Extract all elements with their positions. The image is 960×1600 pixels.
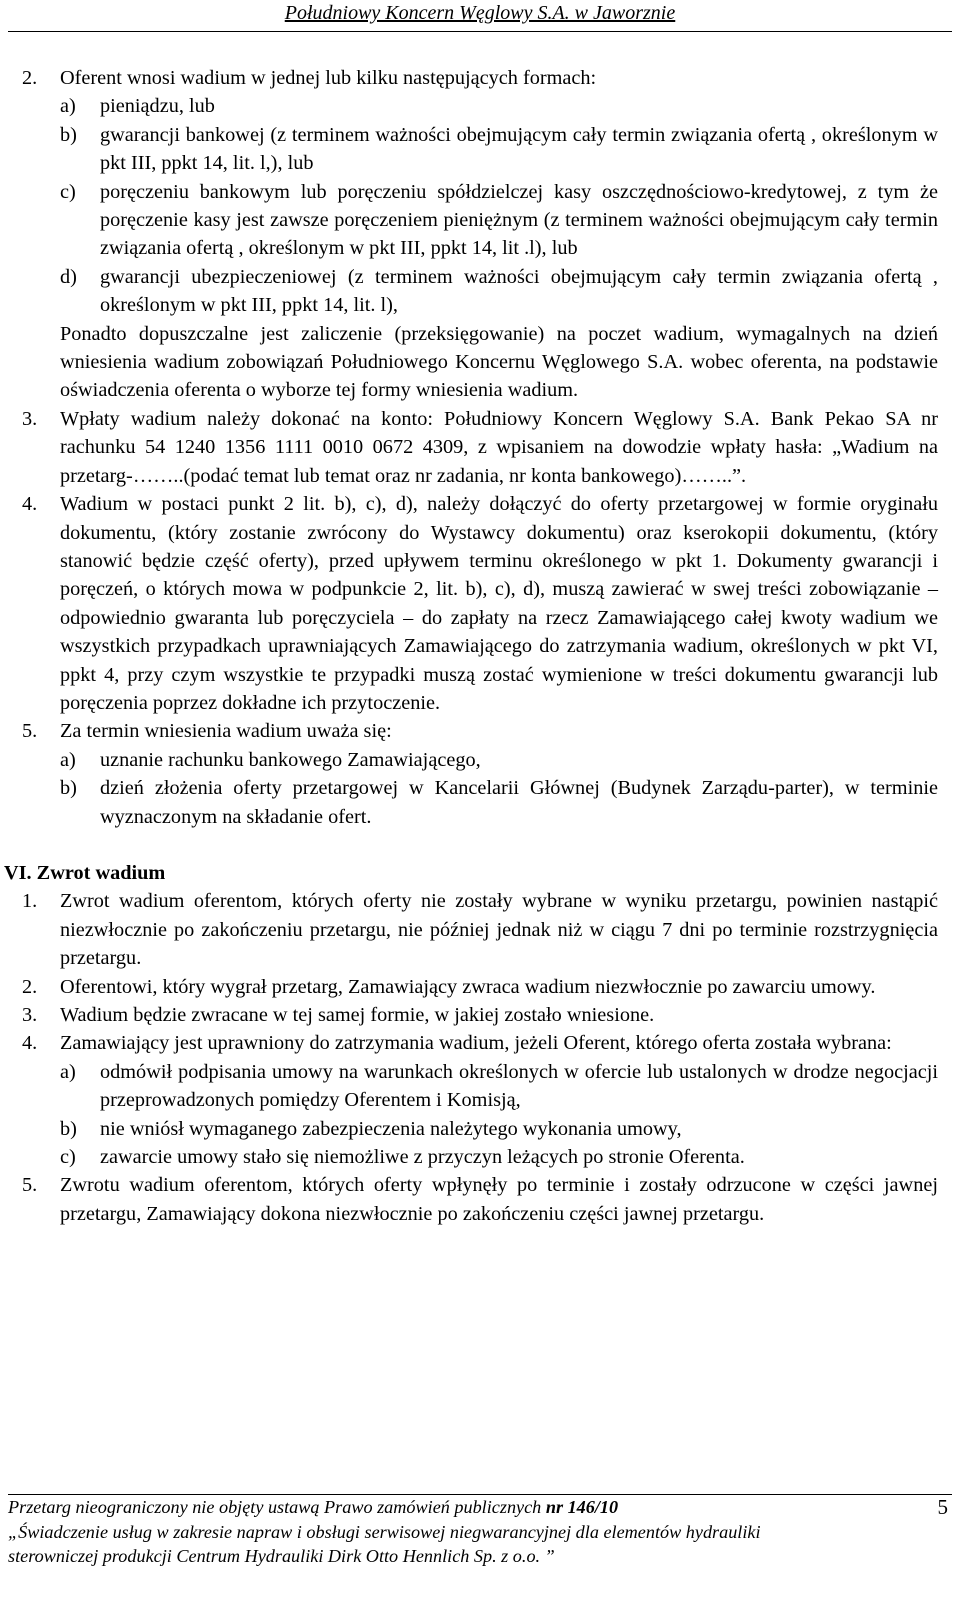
page-footer: [8, 1495, 952, 1569]
footer-tender-number: nr 146/10: [545, 1497, 619, 1517]
item-2-note: Ponadto dopuszczalne jest zaliczenie (przeksięgowanie) na poczet wadium, wymagalnych na dzień wniesienia wadium zobowiązań Południowego Koncernu Węglowego S.A. wobec oferenta, na podstawie oświadczenia oferenta o wyborze tej formy wniesienia wadium.: [60, 322, 938, 402]
sub-item-text: poręczeniu bankowym lub poręczeniu spółdzielczej kasy oszczędnościowo-kredytowej, z tym że poręczenie kasy jest zawsze poręczeniem pieniężnym (z terminem ważności obejmującym cały termin związania ofertą , określonym w pkt III, ppkt 14, lit .l), lub: [100, 180, 938, 260]
sub-item-text: nie wniósł wymaganego zabezpieczenia należytego wykonania umowy,: [100, 1117, 682, 1140]
sub-item-letter: b): [60, 123, 77, 146]
sub-item-letter: a): [60, 95, 76, 118]
page-number: 5: [937, 1495, 948, 1519]
sub-item-letter: b): [60, 1117, 77, 1140]
item-number: 4.: [22, 493, 38, 516]
sub-item-letter: a): [60, 748, 76, 771]
item-number: 1.: [22, 890, 38, 913]
list-item-4: [22, 490, 938, 717]
sub-item-a: [60, 92, 938, 120]
item-text: Za termin wniesienia wadium uważa się:: [60, 720, 392, 743]
item-number: 2.: [22, 67, 38, 89]
page-header: [0, 0, 960, 32]
item-text: Oferent wnosi wadium w jednej lub kilku następujących formach:: [60, 67, 597, 89]
sub-item-letter: d): [60, 265, 77, 288]
item-text: Wadium będzie zwracane w tej samej formie, w jakiej zostało wniesione.: [60, 1004, 655, 1026]
list-item-3: [22, 405, 938, 490]
sub-item-c: [60, 178, 938, 263]
sub-item-a: [60, 1058, 938, 1115]
footer-line-3: sterowniczej produkcji Centrum Hydrauliki Dirk Otto Hennlich Sp. z o.o. ”: [8, 1546, 555, 1566]
header-divider: [8, 31, 952, 32]
footer-line-1: [8, 1495, 952, 1520]
item-text: Zwrot wadium oferentom, których oferty nie zostały wybrane w wyniku przetargu, powinien nastąpić niezwłocznie po zakończeniu przetargu, nie później jednak niż w ciągu 7 dni po terminie rozstrzygnięcia przetargu.: [60, 890, 938, 970]
section-heading: VI. Zwrot wadium: [4, 861, 166, 884]
item-number: 3.: [22, 1004, 38, 1026]
sublist-item-5: [60, 746, 938, 831]
sub-item-letter: c): [60, 1146, 76, 1169]
sub-item-text: gwarancji bankowej (z terminem ważności obejmującym cały termin związania ofertą , określonym w pkt III, ppkt 14, lit. l,), lub: [100, 123, 938, 175]
item-number: 2.: [22, 975, 38, 998]
item-number: 4.: [22, 1032, 38, 1055]
sub-item-letter: a): [60, 1060, 76, 1083]
section-spacer: [22, 831, 938, 859]
sub-item-a: [60, 746, 938, 774]
sub-item-c: [60, 1143, 938, 1171]
item-text: Oferentowi, który wygrał przetarg, Zamawiający zwraca wadium niezwłocznie po zawarciu umowy.: [60, 975, 876, 998]
vi-item-2: [22, 973, 938, 1001]
sub-item-letter: b): [60, 777, 77, 800]
vi-item-3: [22, 1001, 938, 1029]
sub-item-b: [60, 774, 938, 831]
sub-item-text: uznanie rachunku bankowego Zamawiającego,: [100, 748, 481, 771]
sub-item-b: [60, 1115, 938, 1143]
sub-item-text: pieniądzu, lub: [100, 95, 215, 118]
vi-item-5: [22, 1171, 938, 1228]
item-text: Zwrotu wadium oferentom, których oferty wpłynęły po terminie i zostały odrzucone w części jawnej przetargu, Zamawiający dokona niezwłocznie po zakończeniu części jawnej przetargu.: [60, 1174, 938, 1225]
sublist-item-2: [60, 92, 938, 404]
item-number: 5.: [22, 1174, 38, 1197]
footer-tender-text: Przetarg nieograniczony nie objęty ustawą Prawo zamówień publicznych: [8, 1497, 546, 1517]
sub-item-text: gwarancji ubezpieczeniowej (z terminem ważności obejmującym cały termin związania ofertą , określonym w pkt III, ppkt 14, lit. l),: [100, 265, 938, 317]
footer-line-2: „Świadczenie usług w zakresie napraw i obsługi serwisowej niegwarancyjnej dla elementów hydrauliki: [8, 1521, 761, 1542]
sub-item-d: [60, 263, 938, 320]
vi-item-4: [22, 1029, 938, 1057]
item-text: Wpłaty wadium należy dokonać na konto: Południowy Koncern Węglowy S.A. Bank Pekao SA nr rachunku 54 1240 1356 1111 0010 0672 4309, z wpisaniem na dowodzie wpłaty hasła: „Wadium na przetarg-……..(podać temat lub temat oraz nr zadania, nr konta bankowego)……..”.: [60, 407, 938, 487]
item-number: 3.: [22, 407, 38, 430]
sub-item-text: zawarcie umowy stało się niemożliwe z przyczyn leżących po stronie Oferenta.: [100, 1146, 745, 1169]
list-item-2: [22, 64, 938, 92]
sub-item-b: [60, 121, 938, 178]
vi-item-1: [22, 887, 938, 972]
document-body: [4, 64, 938, 1228]
sub-item-letter: c): [60, 180, 76, 203]
sub-item-text: odmówił podpisania umowy na warunkach określonych w ofercie lub ustalonych w drodze negocjacji przeprowadzonych pomiędzy Oferentem i Komisją,: [100, 1060, 938, 1112]
list-item-5: [22, 717, 938, 745]
item-text: Zamawiający jest uprawniony do zatrzymania wadium, jeżeli Oferent, którego oferta została wybrana:: [60, 1032, 892, 1055]
item-text: Wadium w postaci punkt 2 lit. b), c), d), należy dołączyć do oferty przetargowej w formie oryginału dokumentu, (który zostanie zwrócony do Wystawcy dokumentu) oraz kserokopii dokumentu, (który stanowić będzie część oferty), przed upływem terminu określonego w pkt 1. Dokumenty gwarancji i poręczeń, o których mowa w podpunkcie 2, lit. b), c), d), muszą zawierać w swej treści zobowiązanie – odpowiednio gwaranta lub poręczyciela – do zapłaty na rzecz Zamawiającego całej kwoty wadium we wszystkich przypadkach uprawniających Zamawiającego do zatrzymania wadium, określonych w pkt VI, ppkt 4, przy czym wszystkie te przypadki muszą zostać wymienione w treści dokumentu gwarancji lub poręczenia poprzez dokładne ich przytoczenie.: [60, 493, 938, 714]
sublist-vi-item-4: [60, 1058, 938, 1172]
header-title: Południowy Koncern Węglowy S.A. w Jaworznie: [284, 2, 676, 24]
item-number: 5.: [22, 720, 38, 743]
sub-item-text: dzień złożenia oferty przetargowej w Kancelarii Głównej (Budynek Zarządu-parter), w terminie wyznaczonym na składanie ofert.: [100, 777, 938, 828]
